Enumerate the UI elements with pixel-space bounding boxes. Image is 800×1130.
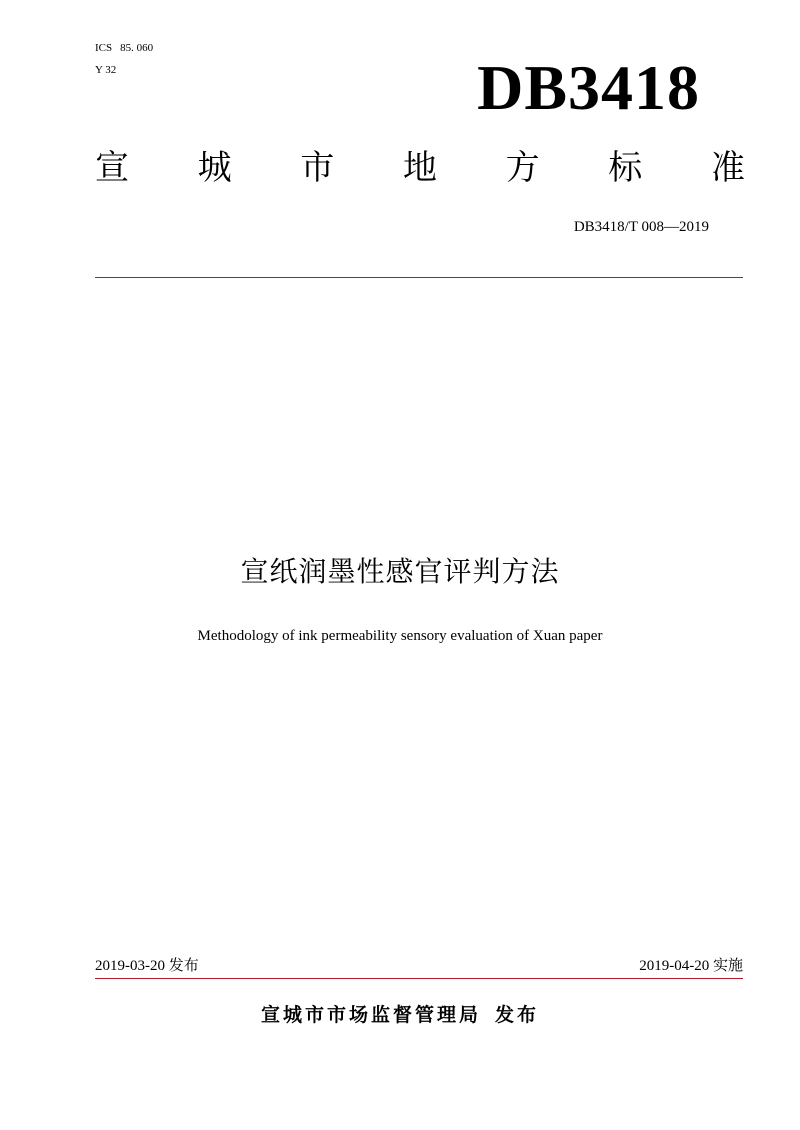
standard-type-char: 宣 xyxy=(95,148,129,188)
implementation-date: 2019-04-20 实施 xyxy=(639,958,743,974)
document-title-english: Methodology of ink permeability sensory evaluation of Xuan paper xyxy=(197,628,603,644)
publisher-action: 发布 xyxy=(495,1004,540,1026)
issue-date: 2019-03-20 发布 xyxy=(95,958,199,974)
standard-type-char: 准 xyxy=(710,148,745,188)
standard-code: DB3418 xyxy=(477,52,700,123)
standard-type-char: 市 xyxy=(300,148,335,188)
standard-number: DB3418/T 008—2019 xyxy=(573,219,709,235)
footer-divider xyxy=(95,978,743,979)
standard-type-char: 标 xyxy=(608,148,643,188)
ics-label: ICS xyxy=(95,42,113,54)
category-code: Y 32 xyxy=(95,64,117,76)
ics-code xyxy=(95,40,153,56)
standard-type-char: 城 xyxy=(197,148,232,188)
ics-value: 85. 060 xyxy=(120,42,154,54)
publisher-name: 宣城市市场监督管理局 xyxy=(260,1004,481,1026)
document-title-chinese: 宣纸润墨性感官评判方法 xyxy=(240,555,560,588)
standard-type-char: 地 xyxy=(402,148,437,188)
standard-type xyxy=(95,143,745,193)
header-divider xyxy=(95,277,743,278)
standard-type-char: 方 xyxy=(505,148,540,188)
publisher-line xyxy=(0,1001,800,1029)
